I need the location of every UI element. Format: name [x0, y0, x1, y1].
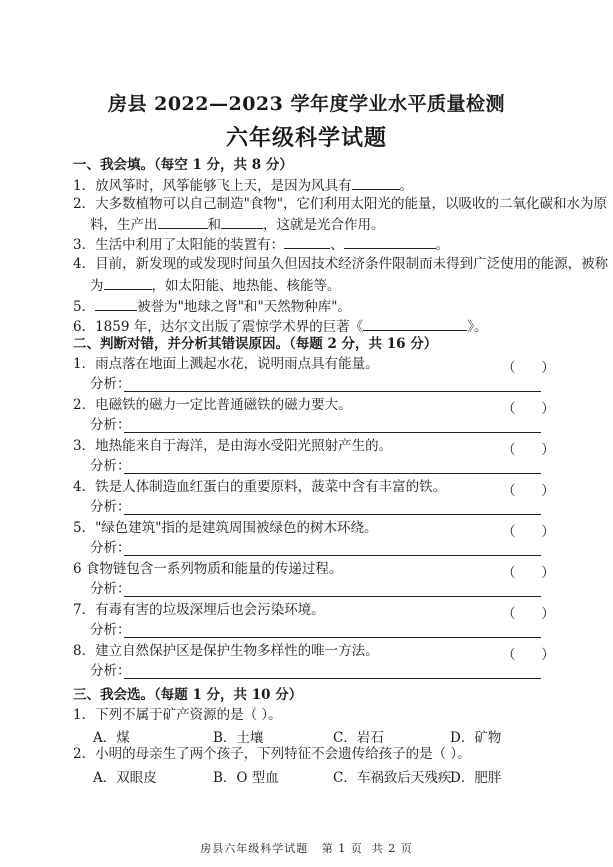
analysis-label: 分析： [90, 417, 131, 433]
answer-blank[interactable] [95, 297, 137, 311]
answer-blank[interactable] [284, 235, 330, 249]
answer-blank[interactable] [158, 215, 208, 229]
analysis-label: 分析： [90, 458, 131, 474]
s1-question-5: 5． 被誉为"地球之肾"和"天然物种库"。 [73, 299, 351, 315]
judge-answer-paren[interactable]: （ ） [502, 606, 555, 622]
analysis-label: 分析： [90, 540, 131, 556]
judge-answer-paren[interactable]: （ ） [502, 524, 555, 540]
judge-item-3: 3．地热能来自于海洋，是由海水受阳光照射产生的。 [73, 438, 393, 454]
judge-answer-paren[interactable]: （ ） [502, 360, 555, 376]
analysis-answer-line[interactable] [124, 636, 541, 638]
s1-question-2-line1: 2．大多数植物可以自己制造"食物"，它们利用太阳光的能量，以吸收的二氧化碳和水为原 [73, 196, 608, 212]
answer-blank[interactable] [363, 317, 467, 331]
s1-question-6: 6．1859 年，达尔文出版了震惊学术界的巨著《 》。 [73, 319, 488, 335]
s3-q2-option-a[interactable]: A．双眼皮 [93, 770, 157, 786]
s3-question-2-stem: 2．小明的母亲生了两个孩子，下列特征不会遗传给孩子的是（ ）。 [73, 746, 471, 762]
s3-q2-option-c[interactable]: C．车祸致后天残疾 [333, 770, 452, 786]
s1-question-1: 1．放风筝时，风筝能够飞上天，是因为风具有 。 [73, 178, 414, 194]
answer-blank[interactable] [352, 176, 400, 190]
judge-answer-paren[interactable]: （ ） [502, 565, 555, 581]
s1-question-3: 3．生活中利用了太阳能的装置有： 、 。 [73, 237, 450, 253]
exam-subtitle: 六年级科学试题 [225, 125, 387, 151]
section1-heading: 一、我会填。（每空 1 分，共 8 分） [73, 157, 293, 173]
analysis-answer-line[interactable] [124, 513, 541, 515]
analysis-answer-line[interactable] [124, 431, 541, 433]
judge-item-1: 1．雨点落在地面上溅起水花，说明雨点具有能量。 [73, 356, 379, 372]
judge-item-5: 5．"绿色建筑"指的是建筑周围被绿色的树木环绕。 [73, 520, 378, 536]
s3-q1-option-b[interactable]: B．土壤 [213, 730, 264, 746]
analysis-label: 分析： [90, 663, 131, 679]
judge-answer-paren[interactable]: （ ） [502, 401, 555, 417]
s3-q2-option-d[interactable]: D．肥胖 [450, 770, 502, 786]
judge-answer-paren[interactable]: （ ） [502, 647, 555, 663]
answer-blank[interactable] [104, 276, 152, 290]
analysis-answer-line[interactable] [124, 595, 541, 597]
answer-blank[interactable] [344, 235, 436, 249]
s3-q1-option-c[interactable]: C．岩石 [333, 730, 384, 746]
analysis-answer-line[interactable] [124, 472, 541, 474]
judge-answer-paren[interactable]: （ ） [502, 483, 555, 499]
section2-heading: 二、判断对错，并分析其错误原因。（每题 2 分，共 16 分） [73, 336, 438, 352]
judge-item-8: 8．建立自然保护区是保护生物多样性的唯一方法。 [73, 643, 379, 659]
exam-title: 房县 2022—2023 学年度学业水平质量检测 [108, 93, 505, 115]
analysis-label: 分析： [90, 622, 131, 638]
page-footer: 房县六年级科学试题 第 1 页 共 2 页 [200, 842, 413, 855]
judge-item-7: 7．有毒有害的垃圾深埋后也会污染环境。 [73, 602, 325, 618]
judge-item-2: 2．电磁铁的磁力一定比普通磁铁的磁力要大。 [73, 397, 352, 413]
analysis-label: 分析： [90, 499, 131, 515]
analysis-label: 分析： [90, 581, 131, 597]
s3-q1-option-d[interactable]: D．矿物 [450, 730, 502, 746]
analysis-answer-line[interactable] [124, 390, 541, 392]
judge-item-4: 4．铁是人体制造血红蛋白的重要原料，菠菜中含有丰富的铁。 [73, 479, 447, 495]
s1-question-2-line2: 料，生产出 和 ，这就是光合作用。 [90, 217, 385, 233]
s1-question-4-line1: 4．目前，新发现的或发现时间虽久但因技术经济条件限制而未得到广泛使用的能源，被称 [73, 256, 609, 272]
analysis-answer-line[interactable] [124, 677, 541, 679]
judge-item-6: 6 食物链包含一系列物质和能量的传递过程。 [73, 561, 343, 577]
s3-q1-option-a[interactable]: A．煤 [93, 730, 130, 746]
s1-question-4-line2: 为 ，如太阳能、地热能、核能等。 [90, 278, 341, 294]
s3-q2-option-b[interactable]: B．O 型血 [213, 770, 279, 786]
analysis-answer-line[interactable] [124, 554, 541, 556]
answer-blank[interactable] [221, 215, 263, 229]
judge-answer-paren[interactable]: （ ） [502, 442, 555, 458]
section3-heading: 三、我会选。（每题 1 分，共 10 分） [73, 687, 303, 703]
analysis-label: 分析： [90, 376, 131, 392]
s3-question-1-stem: 1．下列不属于矿产资源的是（ ）。 [73, 707, 282, 723]
